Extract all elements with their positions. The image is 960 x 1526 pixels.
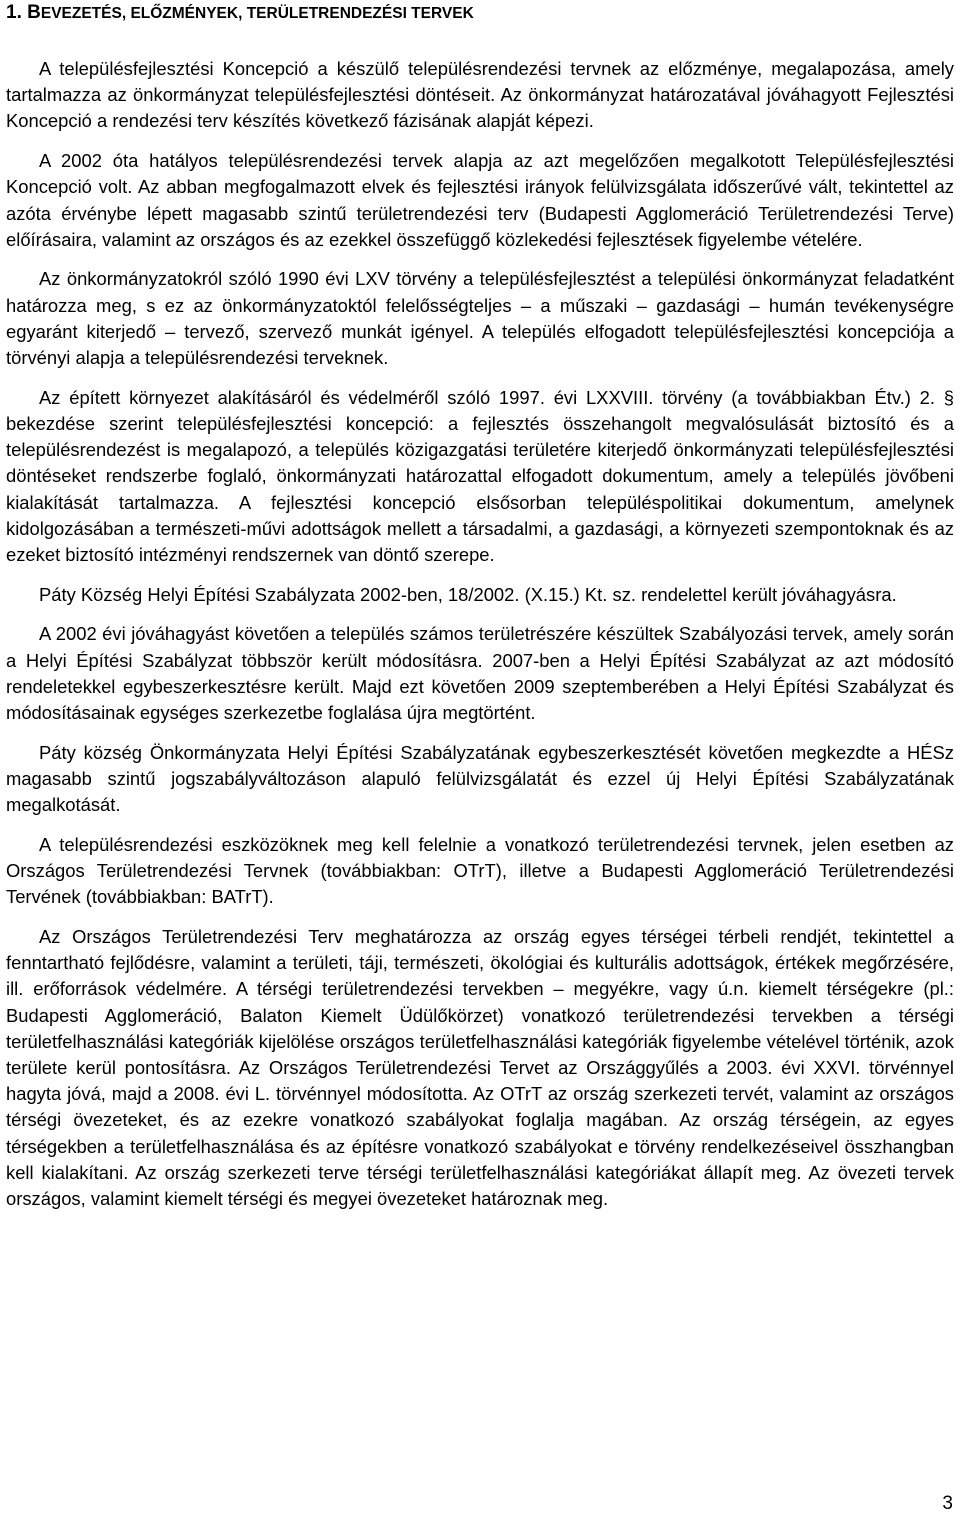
paragraph: Az épített környezet alakításáról és védelméről szóló 1997. évi LXXVIII. törvény (a továbbiakban Étv.) 2. § bekezdése szerint településfejlesztési koncepció: a fejlesztés összehangolt megvalósulását biztosító és a településrendezést is megalapozó, a település közigazgatási területére kiterjedő önkormányzati településfejlesztési döntéseket rendszerbe foglaló, önkormányzati határozattal elfogadott dokumentum, amely a település jövőbeni kialakítását tartalmazza. A fejlesztési koncepció elsősorban településpolitikai dokumentum, amelynek kidolgozásában a természeti-művi adottságok mellett a társadalmi, a gazdasági, a környezeti szempontoknak és az ezeket biztosító intézményi rendszernek van döntő szerepe.	[6, 386, 954, 565]
heading-number: 1.	[6, 2, 28, 23]
page-number: 3	[942, 1493, 953, 1514]
paragraph: A 2002 évi jóváhagyást követően a település számos területrészére készültek Szabályozási tervek, amely során a Helyi Építési Szabályzat többször került módosításra. 2007-ben a Helyi Építési Szabályzat az azt módosító rendeletekkel egybeszerkesztésre került. Majd ezt követően 2009 szeptemberében a Helyi Építési Szabályzat és módosításainak egységes szerkezetbe foglalása újra megtörtént.	[6, 623, 954, 723]
heading-initial: B	[27, 2, 41, 23]
paragraph: Az önkormányzatokról szóló 1990 évi LXV törvény a településfejlesztést a települési önkormányzat feladatként határozza meg, s ez az önkormányzatoktól felelősségteljes – a műszaki – gazdasági – humán tevékenységre egyaránt kiterjedő – tervező, szervező munkát igényel. A település elfogadott településfejlesztési koncepciója a törvényi alapja a településrendezési terveknek.	[6, 268, 954, 369]
document-body	[6, 56, 954, 1226]
paragraph: A településrendezési eszközöknek meg kell felelnie a vonatkozó területrendezési tervnek, jelen esetben az Országos Területrendezési Tervnek (továbbiakban: OTrT), illetve a Budapesti Agglomeráció Területrendezési Tervének (továbbiakban: BATrT).	[6, 833, 954, 908]
paragraph: Az Országos Területrendezési Terv meghatározza az ország egyes térségei térbeli rendjét, tekintettel a fenntartható fejlődésre, valamint a területi, táji, természeti, ökológiai és kulturális adottságok, értékek megőrzésére, ill. erőforrások védelmére. A térségi területrendezési tervekben – megyékre, vagy ú.n. kiemelt térségekre (pl.: Budapesti Agglomeráció, Balaton Kiemelt Üdülőkörzet) vonatkozó területrendezési tervekben a térségi területfelhasználási kategóriák kijelölése országos területfelhasználási kategóriák figyelembe vételével történik, azok területe kerül pontosításra. Az Országos Területrendezési Tervet az Országgyűlés a 2003. évi XXVI. törvénnyel hagyta jóvá, majd a 2008. évi L. törvénnyel módosította. Az OTrT az ország szerkezeti tervét, valamint az országos térségi övezeteket, és az ezekre vonatkozó szabályokat foglalja magában. Az ország térségein, az egyes térségekben a területfelhasználása és az építésre vonatkozó szabályokat e törvény rendelkezéseivel összhangban kell kialakítani. Az ország szerkezeti terve térségi területfelhasználási kategóriákat állapít meg. Az övezeti tervek országos, valamint kiemelt térségi és megyei övezeteket határoznak meg.	[6, 925, 954, 1209]
section-heading	[6, 2, 474, 25]
paragraph: Páty község Önkormányzata Helyi Építési Szabályzatának egybeszerkesztését követően megkezdte a HÉSz magasabb szintű jogszabályváltozáson alapuló felülvizsgálatát és ezzel új Helyi Építési Szabályzatának megalkotását.	[6, 741, 954, 816]
paragraph: Páty Község Helyi Építési Szabályzata 2002-ben, 18/2002. (X.15.) Kt. sz. rendelettel került jóváhagyásra.	[39, 583, 897, 605]
heading-rest: EVEZETÉS, ELŐZMÉNYEK, TERÜLETRENDEZÉSI TERVEK	[40, 5, 474, 22]
paragraph: A 2002 óta hatályos településrendezési tervek alapja az azt megelőzően megalkotott Településfejlesztési Koncepció volt. Az abban megfogalmazott elvek és fejlesztési irányok felülvizsgálata időszerűvé vált, tekintettel az azóta érvénybe lépett magasabb szintű területrendezési terv (Budapesti Agglomeráció Területrendezési Terve) előírásaira, valamint az országos és az ezekkel összefüggő közlekedési fejlesztések figyelembe vételére.	[6, 150, 954, 250]
paragraph: A településfejlesztési Koncepció a készülő településrendezési tervnek az előzménye, megalapozása, amely tartalmazza az önkormányzat településfejlesztési döntéseit. Az önkormányzat határozatával jóváhagyott Fejlesztési Koncepció a rendezési terv készítés következő fázisának alapját képezi.	[6, 58, 954, 132]
